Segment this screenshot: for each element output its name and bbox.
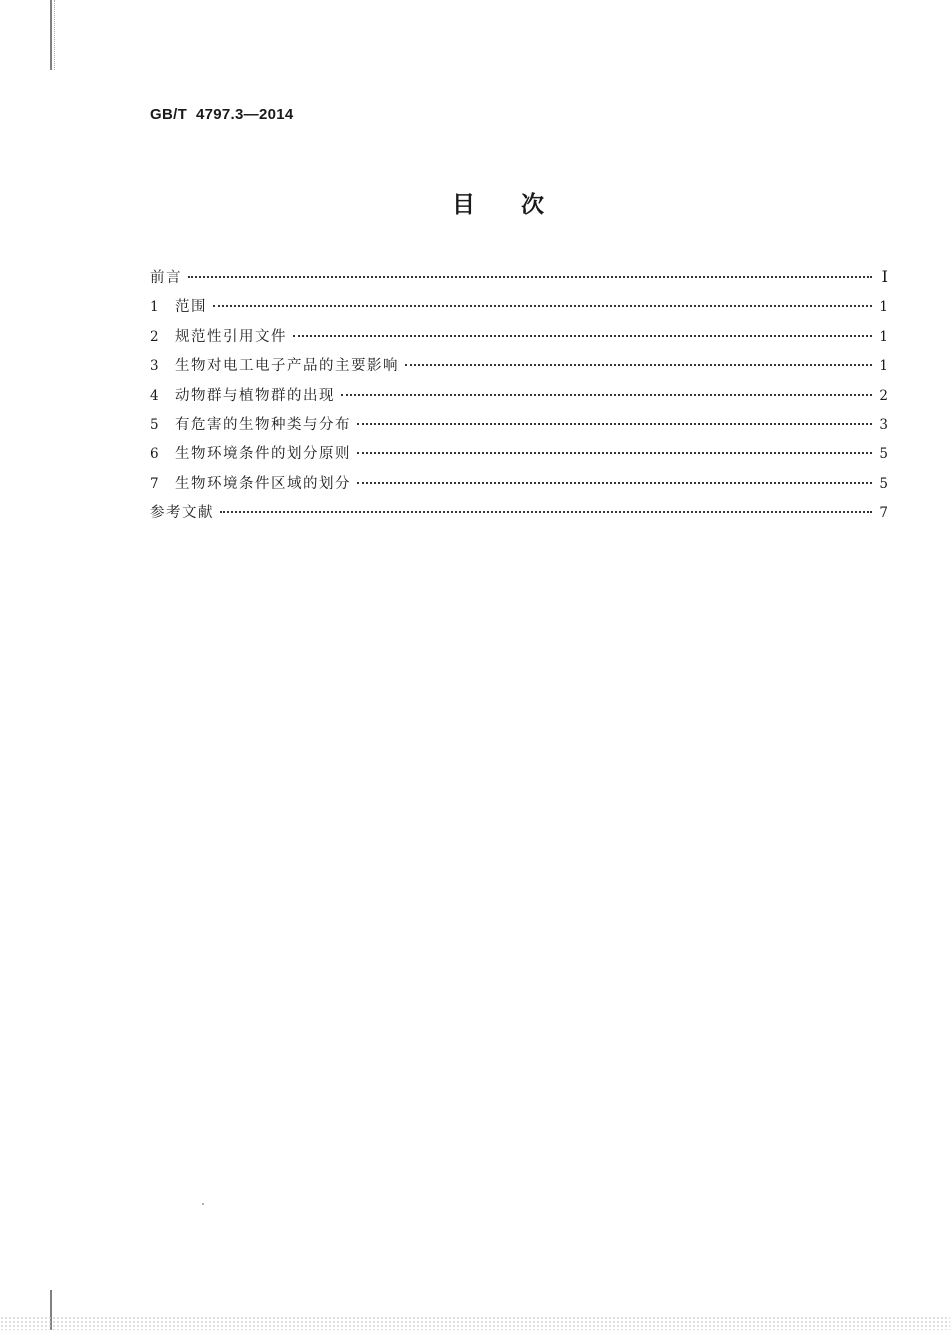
toc-entry-label: 生物对电工电子产品的主要影响 xyxy=(175,358,399,375)
scan-binding-edge-top xyxy=(50,0,52,70)
toc-entry-label: 参考文献 xyxy=(150,505,214,522)
toc-dot-leader xyxy=(357,482,872,484)
toc-entry-page: 7 xyxy=(879,505,888,522)
toc-entry-3[interactable] xyxy=(150,354,888,383)
toc-entry-label: 前言 xyxy=(150,270,182,286)
toc-dot-leader xyxy=(357,423,872,425)
toc-entry-2[interactable] xyxy=(150,325,888,354)
toc-entry-7[interactable] xyxy=(150,472,888,501)
toc-dot-leader xyxy=(188,276,872,278)
scan-binding-dots-top xyxy=(54,0,56,70)
toc-entry-label: 范围 xyxy=(175,299,207,316)
toc-entry-page: Ⅰ xyxy=(881,267,888,286)
toc-entry-page: 2 xyxy=(879,387,888,404)
toc-entry-number: 3 xyxy=(150,358,159,375)
toc-entry-label: 生物环境条件区域的划分 xyxy=(175,475,351,492)
toc-entry-number: 7 xyxy=(150,475,159,492)
toc-entry-references[interactable] xyxy=(150,501,888,530)
scan-speck xyxy=(202,1203,204,1205)
toc-entry-label: 有危害的生物种类与分布 xyxy=(175,416,351,433)
toc-entry-page: 3 xyxy=(879,416,888,433)
toc-entry-page: 1 xyxy=(879,358,888,375)
toc-entry-4[interactable] xyxy=(150,384,888,413)
toc-title: 目次 xyxy=(452,192,590,218)
toc-entry-page: 5 xyxy=(879,446,888,463)
scan-bottom-noise-strip xyxy=(0,1316,950,1330)
toc-entry-1[interactable] xyxy=(150,295,888,324)
toc-entry-label: 规范性引用文件 xyxy=(175,328,287,345)
toc-entry-number: 2 xyxy=(150,328,159,345)
toc-entry-page: 1 xyxy=(879,328,888,345)
toc-dot-leader xyxy=(213,305,872,307)
toc-dot-leader xyxy=(405,364,872,366)
toc-entry-label: 生物环境条件的划分原则 xyxy=(175,446,351,463)
toc-dot-leader xyxy=(293,335,872,337)
toc-dot-leader xyxy=(357,452,872,454)
toc-entry-number: 6 xyxy=(150,446,159,463)
toc-entry-number: 4 xyxy=(150,387,159,404)
toc-entry-number: 5 xyxy=(150,416,159,433)
toc-dot-leader xyxy=(220,511,872,513)
toc-entry-preface[interactable] xyxy=(150,266,888,295)
toc-entry-page: 5 xyxy=(879,475,888,492)
toc-entry-5[interactable] xyxy=(150,413,888,442)
toc-dot-leader xyxy=(341,394,872,396)
toc-entry-page: 1 xyxy=(879,299,888,316)
toc-entry-label: 动物群与植物群的出现 xyxy=(175,387,335,404)
toc-entry-6[interactable] xyxy=(150,442,888,471)
toc-entry-number: 1 xyxy=(150,299,159,316)
standard-code-header: GB/T 4797.3—2014 xyxy=(150,106,294,123)
table-of-contents xyxy=(150,266,888,531)
